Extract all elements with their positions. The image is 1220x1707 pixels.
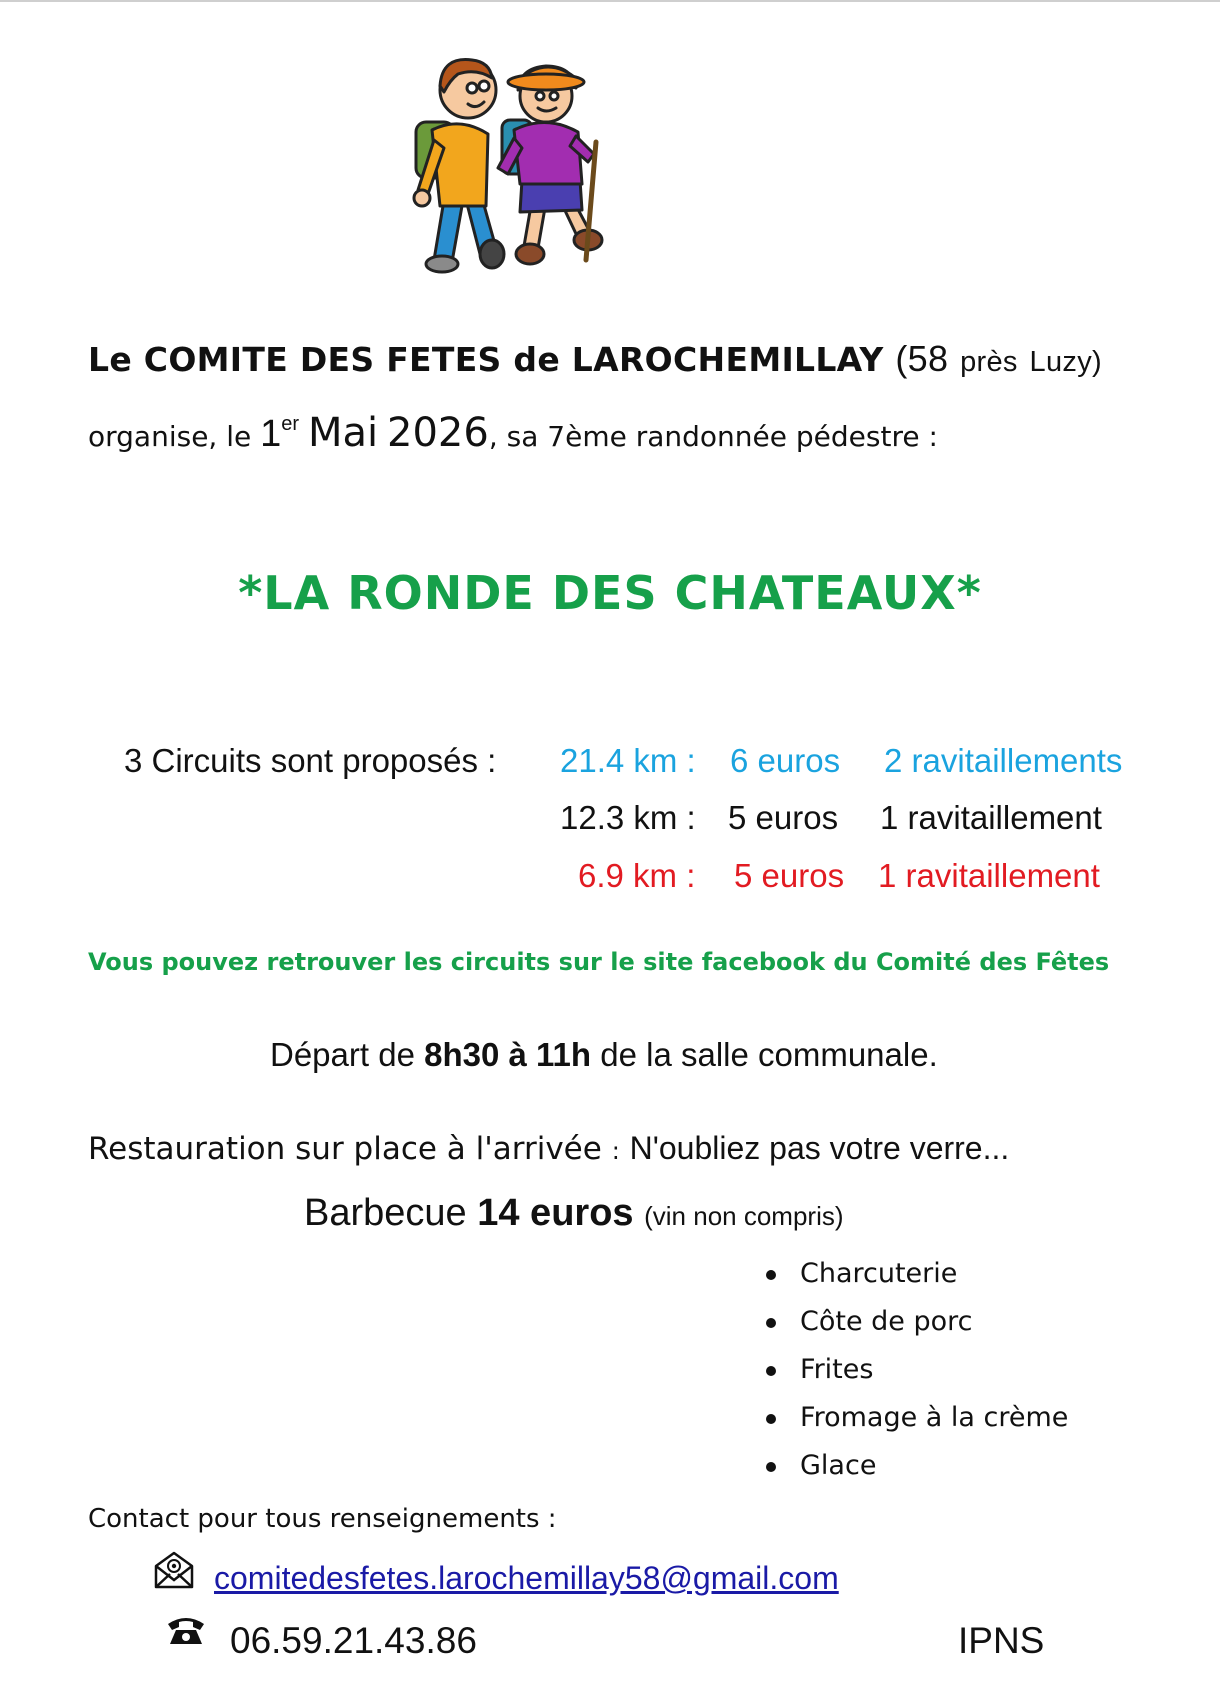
departure-hours: 8h30 à 11h xyxy=(424,1036,592,1073)
restauration-line xyxy=(88,1130,1009,1167)
barbecue-price: 14 euros xyxy=(477,1192,634,1234)
menu-item-label: Charcuterie xyxy=(800,1258,958,1289)
ipns-label: IPNS xyxy=(958,1620,1045,1661)
circuit-price: 5 euros xyxy=(728,799,839,836)
event-day-suffix: er xyxy=(281,413,300,435)
list-item xyxy=(762,1306,1068,1354)
organizer-name: Le COMITE DES FETES de LAROCHEMILLAY xyxy=(88,340,884,379)
event-day: 1 xyxy=(260,413,282,455)
restauration-note: N'oubliez pas votre verre... xyxy=(629,1130,1010,1166)
list-item xyxy=(762,1450,1068,1498)
barbecue-label: Barbecue xyxy=(304,1192,467,1234)
hikers-illustration xyxy=(410,50,670,310)
event-month: Mai xyxy=(307,410,379,456)
circuit-stops: 1 ravitaillement xyxy=(880,799,1102,836)
departure-prefix: Départ de xyxy=(270,1036,415,1073)
event-description: , sa 7ème randonnée pédestre : xyxy=(488,420,938,453)
departure-suffix: de la salle communale. xyxy=(600,1036,938,1073)
circuit-row xyxy=(560,742,696,780)
menu-item-label: Fromage à la crème xyxy=(800,1402,1069,1433)
event-title: *LA RONDE DES CHATEAUX* xyxy=(238,566,982,620)
barbecue-note: (vin non compris) xyxy=(644,1201,844,1231)
menu-item-label: Frites xyxy=(800,1354,874,1385)
organizer-line xyxy=(88,338,1102,380)
facebook-note: Vous pouvez retrouver les circuits sur le site facebook du Comité des Fêtes xyxy=(88,948,1110,976)
bullet-icon xyxy=(766,1270,776,1280)
circuit-distance: 12.3 km : xyxy=(560,799,696,836)
circuit-distance: 6.9 km : xyxy=(578,857,696,894)
restauration-colon: : xyxy=(611,1137,620,1165)
bullet-icon xyxy=(766,1414,776,1424)
departure-line xyxy=(270,1036,938,1074)
organizer-town: Luzy) xyxy=(1029,346,1102,378)
circuits-intro: 3 Circuits sont proposés : xyxy=(124,742,497,779)
circuit-price: 6 euros xyxy=(730,742,841,779)
organise-text: organise, le xyxy=(88,420,252,453)
list-item xyxy=(762,1402,1068,1450)
email-icon xyxy=(153,1550,195,1590)
email-link[interactable]: comitedesfetes.larochemillay58@gmail.com xyxy=(214,1560,839,1596)
circuit-distance: 21.4 km : xyxy=(560,742,696,779)
event-year: 2026 xyxy=(387,410,489,456)
organizer-dept: (58 xyxy=(895,338,949,379)
bullet-icon xyxy=(766,1462,776,1472)
menu-item-label: Côte de porc xyxy=(800,1306,973,1337)
menu-list xyxy=(762,1258,1068,1498)
restauration-label: Restauration sur place à l'arrivée xyxy=(88,1131,602,1167)
list-item xyxy=(762,1258,1068,1306)
phone-number: 06.59.21.43.86 xyxy=(230,1620,477,1661)
circuit-stops: 1 ravitaillement xyxy=(878,857,1100,894)
organizer-near: près xyxy=(960,346,1018,378)
bullet-icon xyxy=(766,1318,776,1328)
telephone-icon xyxy=(166,1612,206,1646)
bullet-icon xyxy=(766,1366,776,1376)
list-item xyxy=(762,1354,1068,1402)
menu-item-label: Glace xyxy=(800,1450,877,1481)
date-line xyxy=(88,410,938,456)
circuit-stops: 2 ravitaillements xyxy=(884,742,1123,779)
contact-label: Contact pour tous renseignements : xyxy=(88,1504,557,1534)
circuit-price: 5 euros xyxy=(734,857,845,894)
barbecue-line xyxy=(304,1192,844,1235)
top-border xyxy=(0,0,1220,2)
